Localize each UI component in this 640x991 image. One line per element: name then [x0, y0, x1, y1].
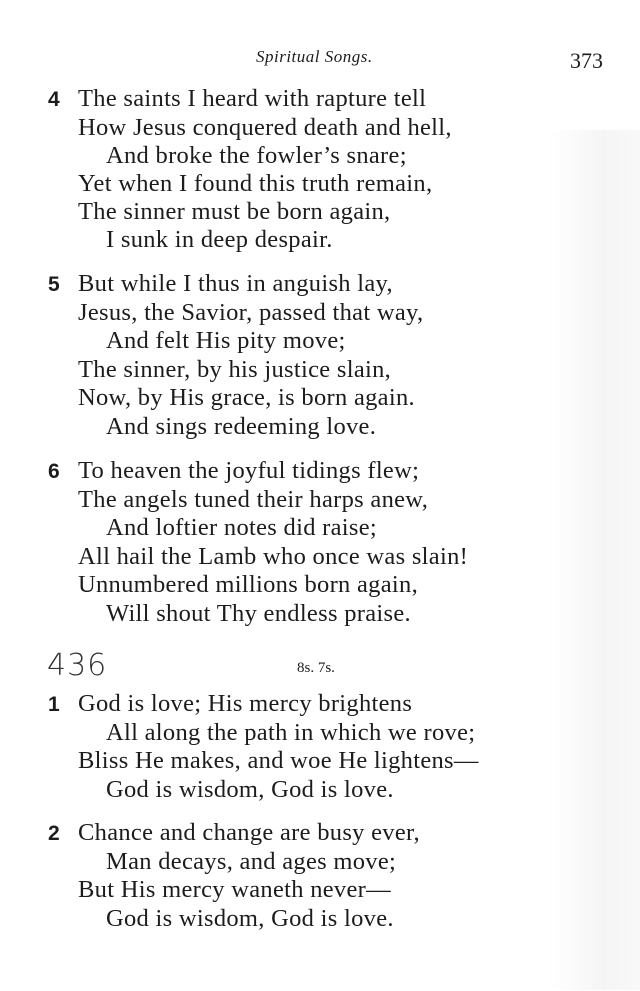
stanza-line: But His mercy waneth never— — [78, 876, 391, 903]
stanza-line: And felt His pity move; — [106, 327, 346, 354]
stanza-number: 1 — [48, 693, 60, 716]
stanza-line: God is wisdom, God is love. — [106, 776, 394, 803]
stanza-line: Will shout Thy endless praise. — [106, 600, 411, 627]
stanza-line: Man decays, and ages move; — [106, 848, 397, 875]
stanza-line: The saints I heard with rapture tell — [78, 85, 427, 112]
stanza-number: 2 — [48, 822, 60, 845]
hymn-meter: 8s. 7s. — [297, 660, 335, 676]
stanza-number: 4 — [48, 88, 60, 111]
stanza-line: All along the path in which we rove; — [106, 719, 476, 746]
stanza-line: Yet when I found this truth remain, — [78, 170, 433, 197]
stanza-line: Bliss He makes, and woe He lightens— — [78, 747, 479, 774]
stanza-line: God is wisdom, God is love. — [106, 905, 394, 932]
stanza-number: 6 — [48, 460, 60, 483]
stanza-line: I sunk in deep despair. — [106, 226, 333, 253]
stanza-line: Jesus, the Savior, passed that way, — [78, 299, 424, 326]
stanza-line: All hail the Lamb who once was slain! — [78, 543, 469, 570]
stanza-line: How Jesus conquered death and hell, — [78, 114, 452, 141]
stanza-line: The sinner must be born again, — [78, 198, 391, 225]
hymn-number: 436 — [47, 648, 108, 683]
stanza-line: To heaven the joyful tidings flew; — [78, 457, 420, 484]
stanza-line: Now, by His grace, is born again. — [78, 384, 415, 411]
stanza-line: And loftier notes did raise; — [106, 514, 378, 541]
running-title: Spiritual Songs. — [256, 47, 373, 66]
stanza-line: Chance and change are busy ever, — [78, 819, 420, 846]
stanza-line: The sinner, by his justice slain, — [78, 356, 392, 383]
stanza-number: 5 — [48, 273, 60, 296]
show-through-shadow — [548, 130, 640, 990]
stanza-line: God is love; His mercy brightens — [78, 690, 413, 717]
stanza-line: Unnumbered millions born again, — [78, 571, 418, 598]
stanza-line: And broke the fowler’s snare; — [106, 142, 407, 169]
stanza-line: And sings redeeming love. — [106, 413, 377, 440]
stanza-line: The angels tuned their harps anew, — [78, 486, 429, 513]
page-number: 373 — [570, 48, 603, 73]
stanza-line: But while I thus in anguish lay, — [78, 270, 393, 297]
